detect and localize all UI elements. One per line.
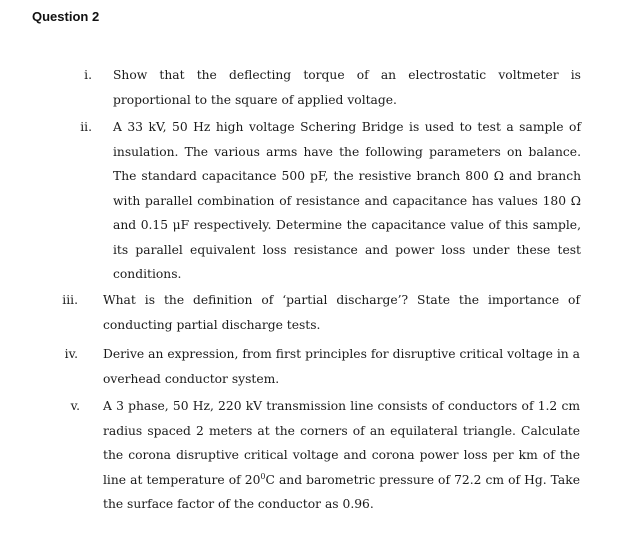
item-text-part: A 3 phase, 50 Hz, 220 kV transmission line consists of conductors of 1.2 cm radius spaced 2 meters at the corners of an equilateral triangle. Calculate the corona disruptive critical voltage and corona power loss per km of the line at temperature of 20 xyxy=(103,399,580,487)
item-number: iii. xyxy=(62,293,78,307)
item-text: Show that the deflecting torque of an electrostatic voltmeter is proportional to the square of applied voltage. xyxy=(113,68,581,107)
item-text: What is the definition of ‘partial discharge’? State the importance of conducting partial discharge tests. xyxy=(103,293,580,332)
item-text-part: C and barometric pressure of 72.2 cm of Hg. Take the surface factor of the conductor as 0.96. xyxy=(103,472,580,511)
item-text xyxy=(103,394,580,517)
item-number: i. xyxy=(84,68,92,82)
item-number: ii. xyxy=(80,120,92,134)
item-text: Derive an expression, from first principles for disruptive critical voltage in a overhead conductor system. xyxy=(103,347,580,386)
item-number: v. xyxy=(70,399,80,413)
degree-superscript: 0 xyxy=(260,471,266,481)
item-number: iv. xyxy=(64,347,78,361)
item-text: A 33 kV, 50 Hz high voltage Schering Bridge is used to test a sample of insulation. The various arms have the following parameters on balance. The standard capacitance 500 pF, the resistive branch 800 Ω and branch with parallel combination of resistance and capacitance has values 180 Ω and 0.15 μF respectively. Determine the capacitance value of this sample, its parallel equivalent loss resistance and power loss under these test conditions. xyxy=(113,120,581,281)
question-title: Question 2 xyxy=(32,9,100,24)
